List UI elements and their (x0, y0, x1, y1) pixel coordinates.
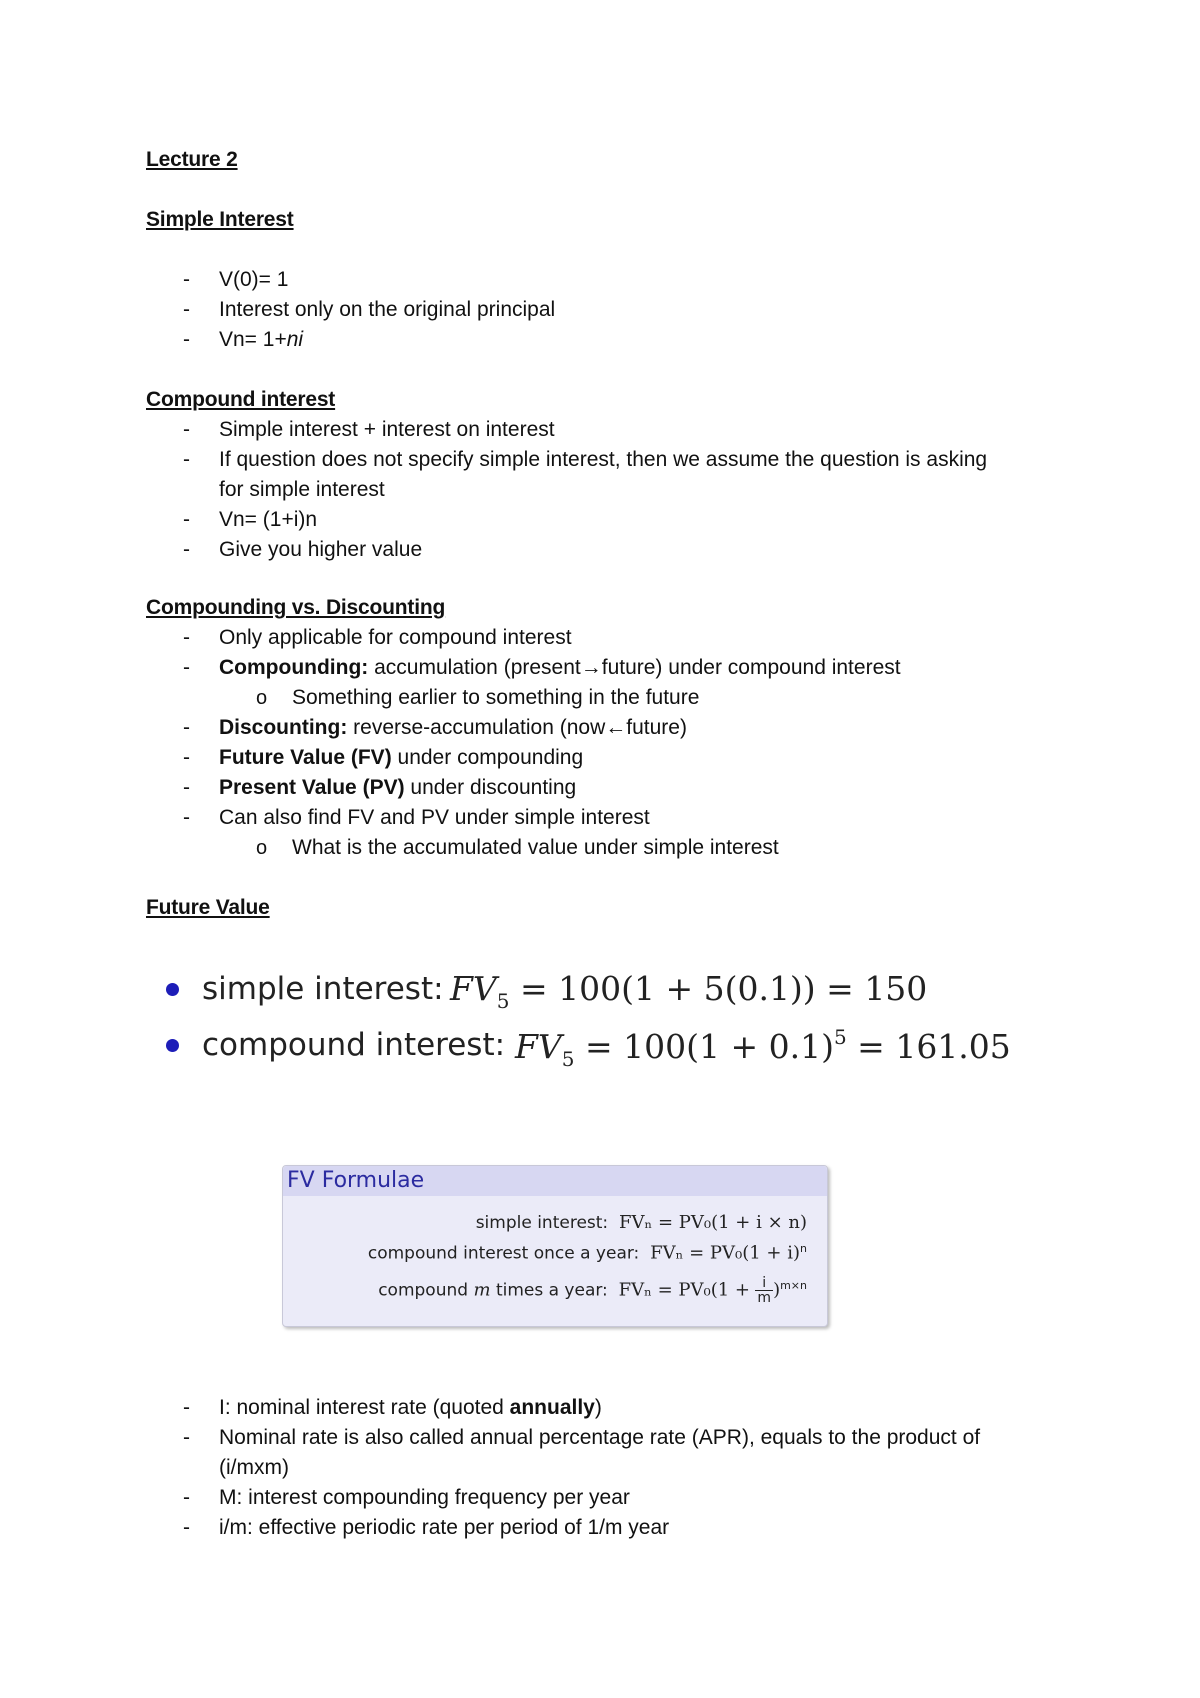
sub-list-item: o Something earlier to something in the future (256, 686, 700, 709)
list-item: - Only applicable for compound interest (183, 626, 572, 649)
list-item: - V(0)= 1 (183, 268, 289, 291)
list-item: - Can also find FV and PV under simple interest (183, 806, 650, 829)
bullet-icon (166, 983, 179, 996)
list-item: - Vn= 1+ni (183, 328, 304, 351)
simple-interest-list (146, 265, 1066, 355)
equation-expression: $FV_5 = 100(1 + 0.1)^5 = 161.05$ (515, 1025, 1011, 1071)
list-item: - Interest only on the original principal (183, 298, 556, 321)
future-value-heading: Future Value (146, 896, 270, 919)
simple-interest-equation: simple interest: $FV_5 = 100(1 + 5(0.1)) = 150$ (160, 965, 1060, 1021)
fv-formulae-box (282, 1165, 828, 1327)
compounding-discounting-list (146, 623, 1066, 863)
compounding-vs-discounting-heading: Compounding vs. Discounting (146, 596, 446, 619)
list-item: - If question does not specify simple interest, then we assume the question is asking for simple interest (183, 448, 988, 501)
list-item: - Give you higher value (183, 538, 423, 561)
list-item: - Simple interest + interest on interest (183, 418, 555, 441)
notes-list (146, 1393, 1066, 1543)
list-item: - Present Value (PV) under discounting (183, 776, 577, 799)
list-item: - Future Value (FV) under compounding (183, 746, 584, 769)
simple-interest-heading: Simple Interest (146, 208, 294, 231)
equation-expression: $FV_5 = 100(1 + 5(0.1)) = 150$ (450, 969, 928, 1013)
compound-interest-heading: Compound interest (146, 388, 336, 411)
fv-example-equations (160, 965, 1060, 1077)
list-item: - Vn= (1+i)n (183, 508, 318, 531)
formula-row-compound-m: compound m times a year: FVₙ = PV₀(1 + $\frac{i}{m}$ )$^{m\times n}$ (378, 1275, 807, 1306)
formula-row-compound-annual: compound interest once a year: $FV_n = PV_0(1 + i)^n$ (367, 1242, 807, 1264)
fraction: $\frac{i}{m}$ (757, 1275, 772, 1306)
sub-list-item: o What is the accumulated value under simple interest (256, 836, 779, 859)
list-item: - Discounting: reverse-accumulation (now←future) (183, 716, 687, 739)
list-item: - Compounding: accumulation (present→future) under compound interest (183, 656, 901, 679)
fv-formulae-title: FV Formulae (283, 1166, 827, 1196)
compound-interest-equation: compound interest: $FV_5 = 100(1 + 0.1)^5 = 161.05$ (160, 1021, 1060, 1077)
list-item: - M: interest compounding frequency per year (183, 1486, 630, 1509)
formula-row-simple: simple interest: FVₙ = PV₀(1 + i × n) (475, 1212, 807, 1233)
list-item: - Nominal rate is also called annual percentage rate (APR), equals to the product of (i/mxm) (183, 1426, 981, 1479)
list-item: - i/m: effective periodic rate per period of 1/m year (183, 1516, 670, 1539)
list-item: - I: nominal interest rate (quoted annually) (183, 1396, 602, 1419)
compound-interest-list (146, 415, 1066, 565)
lecture-title: Lecture 2 (146, 148, 238, 171)
bullet-icon (166, 1039, 179, 1052)
